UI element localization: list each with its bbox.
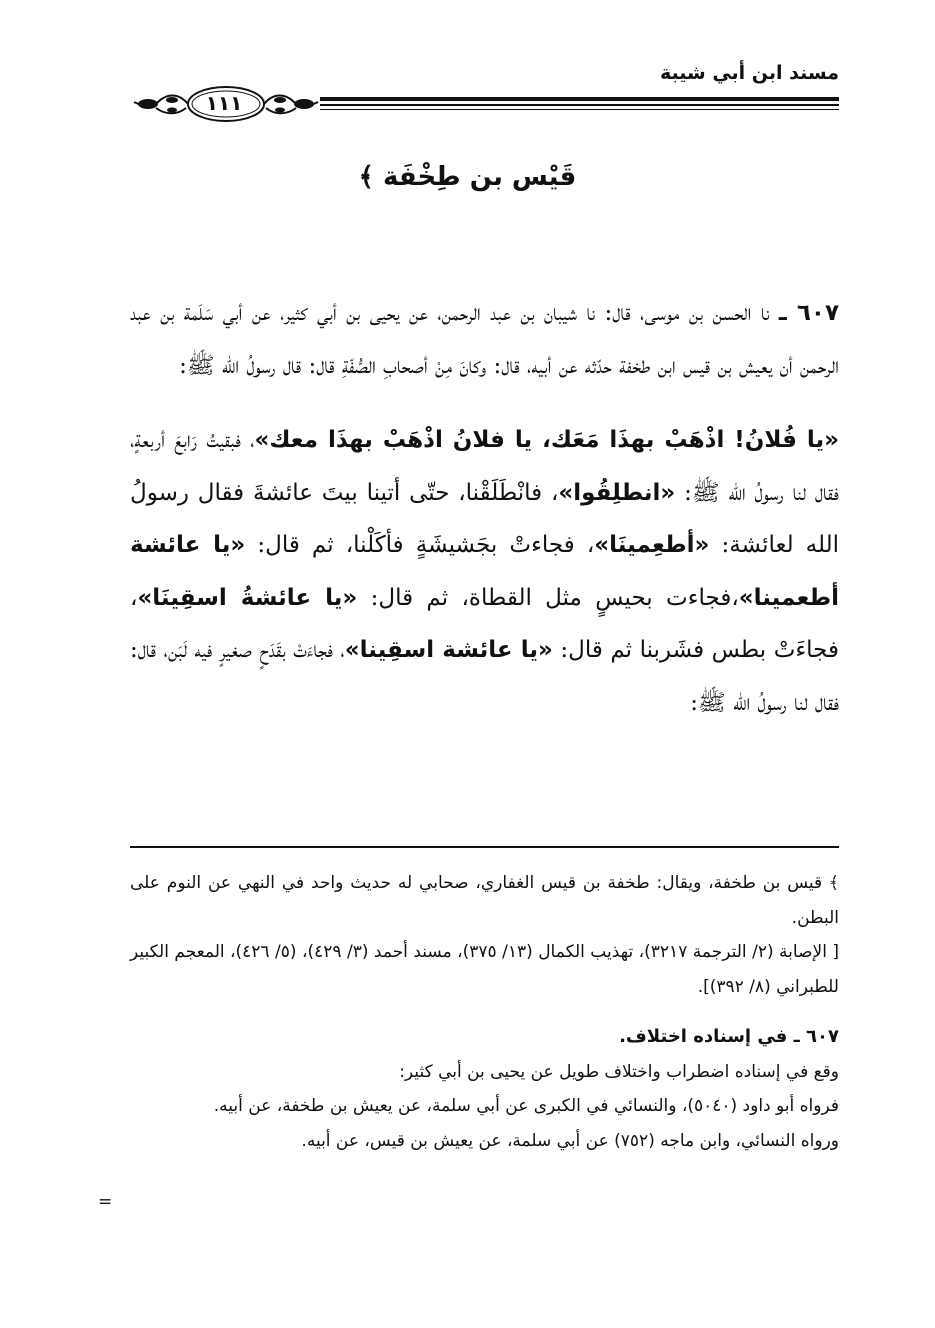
- hadith-isnad-paragraph: [130, 287, 839, 392]
- hadith-quote: «يا عائشة أطعمينا»: [130, 532, 840, 611]
- header-rule-thin: [320, 104, 839, 106]
- hadith-text: ، فبقيتُ رَابعَ أربعةٍ، فقال لنا رسولُ الله ﷺ:: [130, 427, 840, 506]
- continuation-mark: =: [98, 1192, 113, 1212]
- hadith-body: [130, 287, 839, 729]
- hadith-quote: «يا عائشة اسقِينا»: [344, 637, 553, 663]
- running-header-title: مسند ابن أبي شيبة: [659, 62, 839, 84]
- footnote-bio: ﴾ قيس بن طخفة، ويقال: طخفة بن قيس الغفاري، صحابي له حديث واحد في النهي عن النوم على البطن.: [130, 873, 839, 928]
- footnote-heading: ٦٠٧ ـ في إسناده اختلاف.: [619, 1026, 839, 1047]
- section-title: قَيْس بن طِخْفَة ﴾: [358, 162, 577, 192]
- footnote-line: فرواه أبو داود (٥٠٤٠)، والنسائي في الكبرى عن أبي سلمة، عن يعيش بن طخفة، عن أبيه.: [213, 1096, 839, 1116]
- hadith-quote: «يا فُلانُ! اذْهَبْ بهذَا مَعَك، يا فلانُ اذْهَبْ بهذَا معك»: [254, 427, 839, 453]
- hadith-quote: «يا عائشةُ اسقِينَا»: [137, 584, 358, 611]
- hadith-text: ، فجاءتْ بجَشيشَةٍ فأكَلْنا، ثم قال:: [257, 532, 595, 558]
- header-rule: [320, 97, 839, 101]
- hadith-text: ، فانْطَلَقْنا، حتّى أتينا بيتَ عائشةَ فقال رسولُ الله لعائشة:: [130, 479, 840, 558]
- hadith-number: ٦٠٧ ـ: [778, 300, 840, 326]
- hadith-text: ، فجاءَتْ بطس فشَربنا ثم قال:: [130, 584, 840, 663]
- hadith-text: ،فجاءت بحيسٍ مثل القطاة، ثم قال:: [370, 584, 739, 611]
- hadith-matn-paragraph: [130, 414, 839, 729]
- footnote-separator: [130, 846, 839, 848]
- header-rule-hairline: [320, 109, 839, 110]
- footnote-line: وقع في إسناده اضطراب واختلاف طويل عن يحيى بن أبي كثير:: [399, 1061, 839, 1082]
- hadith-quote: «انطلِقُوا»: [558, 479, 676, 506]
- footnotes: [130, 866, 839, 1158]
- hadith-quote: «أطعِمينَا»: [594, 532, 710, 558]
- footnote-line: ورواه النسائي، وابن ماجه (٧٥٢) عن أبي سلمة، عن يعيش بن قيس، عن أبيه.: [301, 1130, 839, 1151]
- page-number: ١١١: [205, 91, 243, 115]
- hadith-text: ، فجاءَتْ بقَدَحٍ صغيرٍ فيه لَبَن، قال: فقال لنا رسولُ الله ﷺ:: [130, 637, 839, 716]
- footnote-references: [ الإصابة (٢/ الترجمة ٣٢١٧)، تهذيب الكمال (١٣/ ٣٧٥)، مسند أحمد (٣/ ٤٢٩)، (٥/ ٤٢٦)، المعجم الكبير للطبراني (٨/ ٣٩٢)].: [130, 942, 840, 997]
- hadith-isnad: نا الحسن بن موسى، قال: نا شيبان بن عبد الرحمن، عن يحيى بن أبي كثير، عن أبي سَلَمة بن عبد الرحمن أن يعيش بن قيس ابن طخفة حدّثه عن أبيه، قال: وكانَ مِنْ أصحابِ الصُّفّةِ قال: قال رسولُ الله ﷺ:: [130, 300, 839, 379]
